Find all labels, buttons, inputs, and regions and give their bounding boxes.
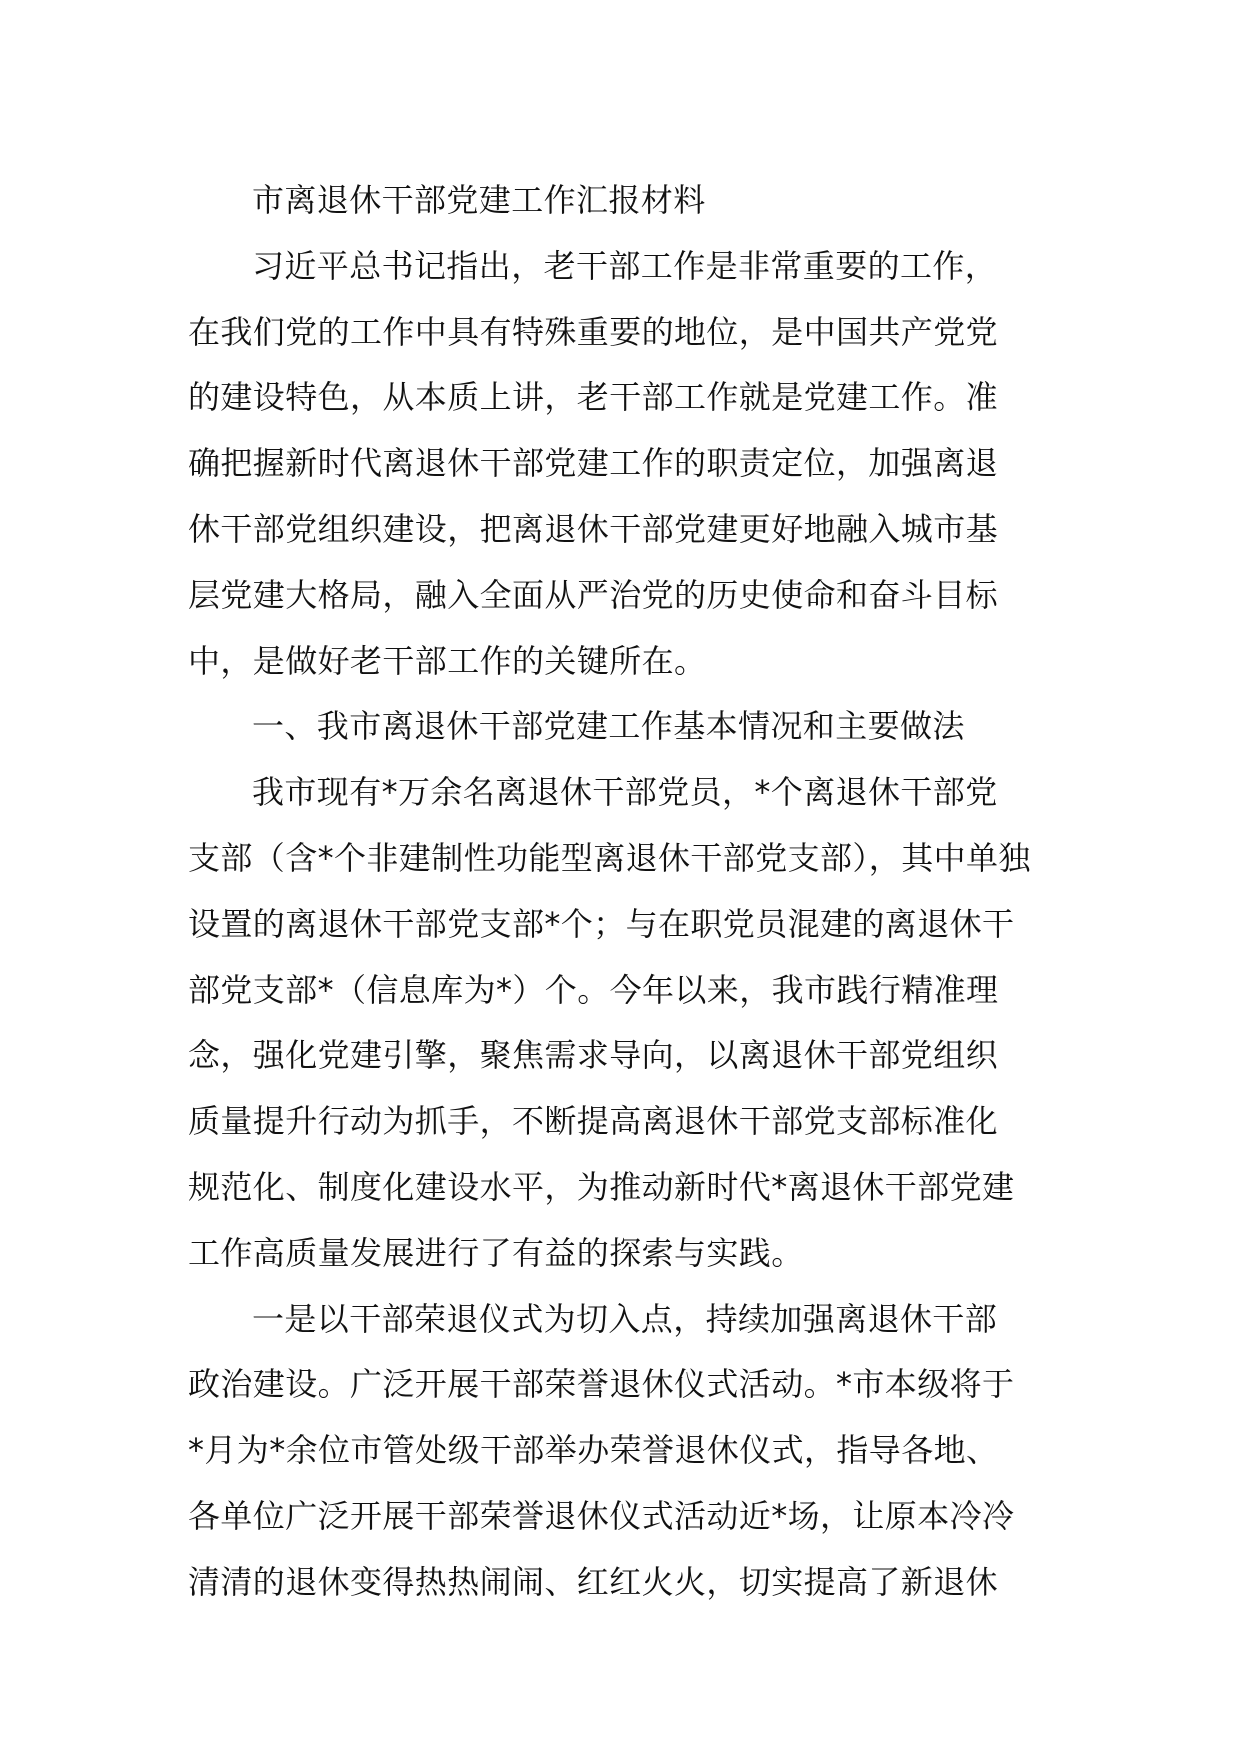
paragraph-line: 我市现有*万余名离退休干部党员，*个离退休干部党 [252, 773, 998, 812]
document-body [188, 168, 1068, 1616]
paragraph-line: 各单位广泛开展干部荣誉退休仪式活动近*场，让原本冷冷 [188, 1496, 1015, 1535]
paragraph-line: 规范化、制度化建设水平，为推动新时代*离退休干部党建 [188, 1167, 1015, 1206]
paragraph-line: 的建设特色，从本质上讲，老干部工作就是党建工作。准 [188, 378, 999, 417]
paragraph-line: 政治建设。广泛开展干部荣誉退休仪式活动。*市本级将于 [188, 1365, 1015, 1404]
paragraph-line: 质量提升行动为抓手，不断提高离退休干部党支部标准化 [188, 1102, 999, 1141]
paragraph-line: 在我们党的工作中具有特殊重要的地位，是中国共产党党 [188, 312, 999, 351]
paragraph-line: 清清的退休变得热热闹闹、红红火火，切实提高了新退休 [188, 1562, 999, 1601]
paragraph-line: 部党支部*（信息库为*）个。今年以来，我市践行精准理 [188, 970, 999, 1009]
paragraph-line: 休干部党组织建设，把离退休干部党建更好地融入城市基 [188, 509, 999, 548]
paragraph-line: 确把握新时代离退休干部党建工作的职责定位，加强离退 [188, 444, 999, 483]
paragraph-line: 层党建大格局，融入全面从严治党的历史使命和奋斗目标 [188, 575, 999, 614]
paragraph-line: 中，是做好老干部工作的关键所在。 [188, 641, 707, 680]
section-heading: 一、我市离退休干部党建工作基本情况和主要做法 [252, 707, 965, 746]
paragraph-line: 设置的离退休干部党支部*个；与在职党员混建的离退休干 [188, 904, 1015, 943]
paragraph-line: 支部（含*个非建制性功能型离退休干部党支部），其中单独 [188, 838, 1031, 877]
paragraph-line: 工作高质量发展进行了有益的探索与实践。 [188, 1233, 804, 1272]
paragraph-line: 念，强化党建引擎，聚焦需求导向，以离退休干部党组织 [188, 1036, 999, 1075]
document-title: 市离退休干部党建工作汇报材料 [252, 181, 706, 219]
paragraph-line: *月为*余位市管处级干部举办荣誉退休仪式，指导各地、 [188, 1431, 999, 1470]
paragraph-line: 一是以干部荣退仪式为切入点，持续加强离退休干部 [252, 1299, 998, 1338]
paragraph-line: 习近平总书记指出，老干部工作是非常重要的工作， [252, 246, 998, 285]
